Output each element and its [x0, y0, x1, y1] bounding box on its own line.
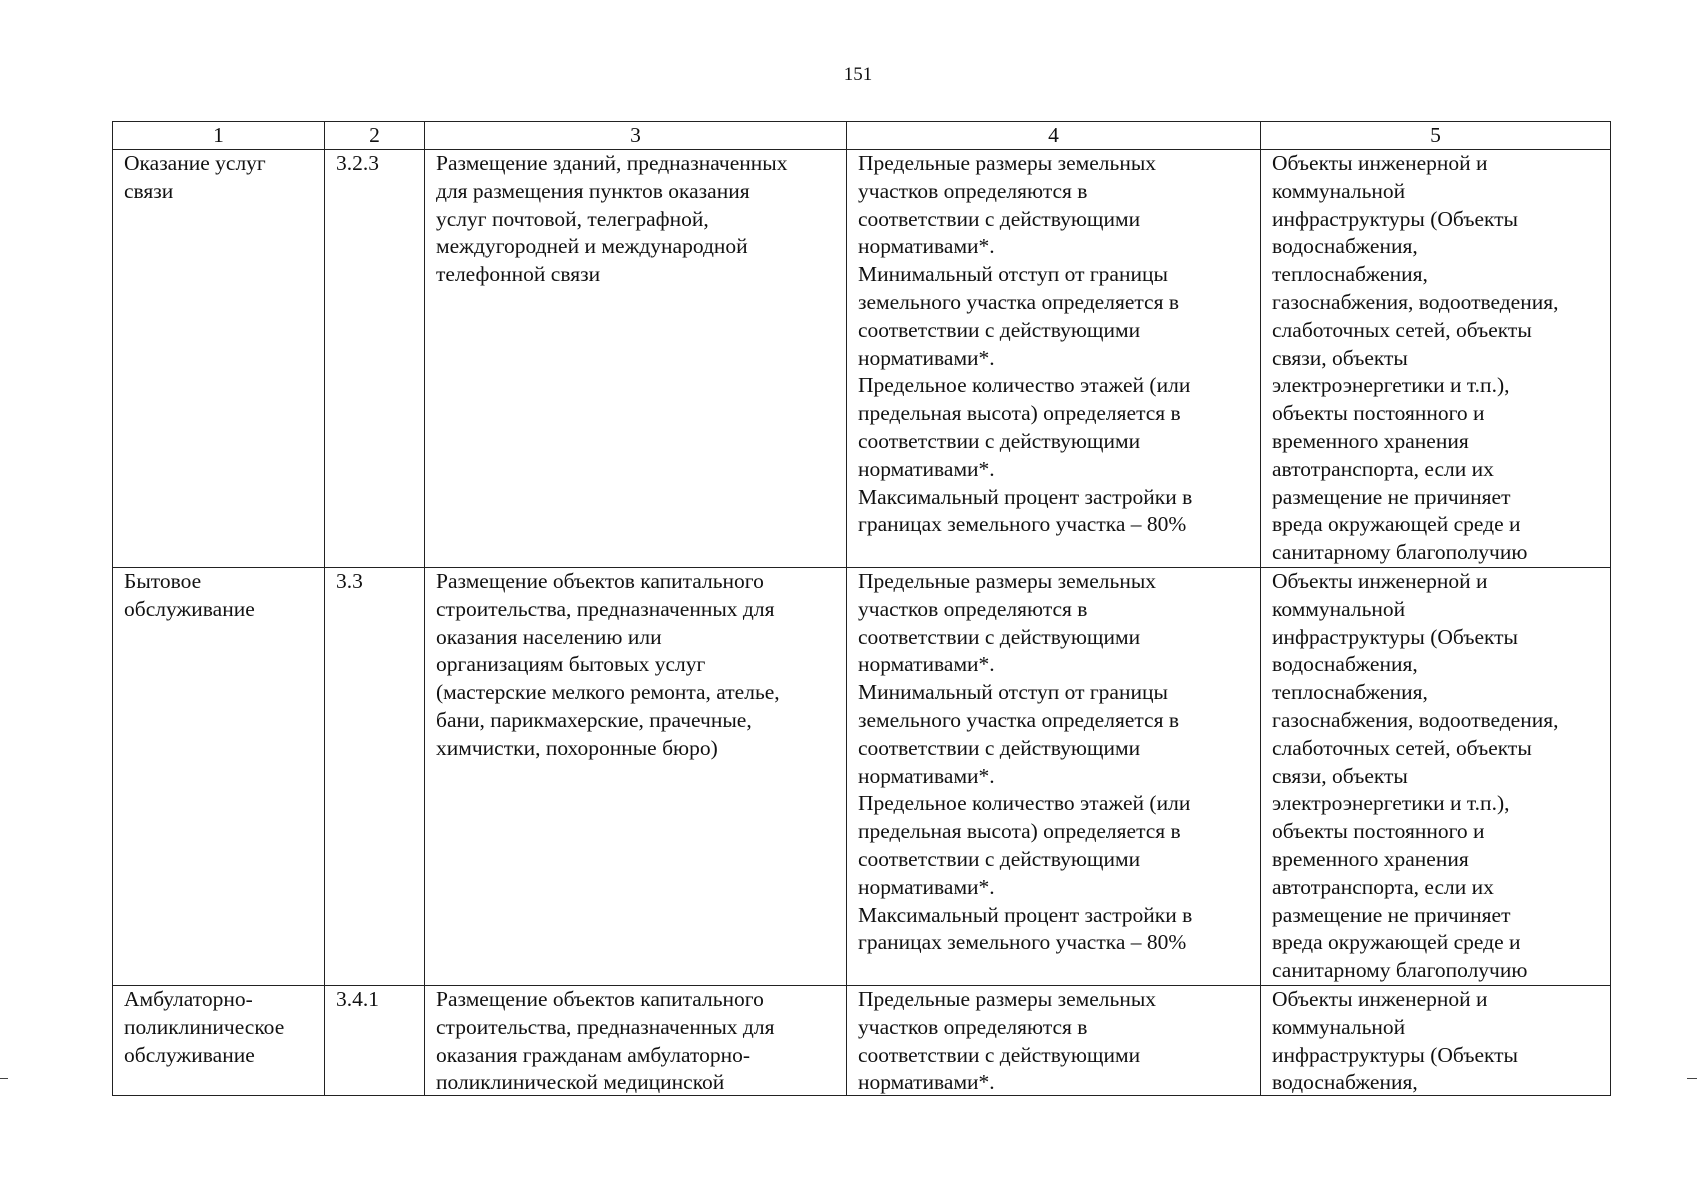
- use-type-ancillary: Объекты инженерной и коммунальной инфраструктуры (Объекты водоснабжения, теплоснабжения, газоснабжения, водоотведения, слаботочных сетей, объекты связи, объекты электроэнергетики и т.п.), объекты постоянного и временного хранения автотранспорта, если их размещение не причиняет вреда окружающей среде и санитарному благополучию: [1261, 568, 1611, 986]
- use-type-code: 3.2.3: [325, 150, 425, 568]
- use-type-name: [113, 985, 325, 1095]
- column-header-4: 4: [847, 122, 1261, 150]
- use-type-parameters: [847, 985, 1261, 1095]
- use-type-name: Бытовое обслуживание: [113, 568, 325, 986]
- column-header-1: 1: [113, 122, 325, 150]
- use-type-code: [325, 985, 425, 1095]
- use-type-description: [425, 985, 847, 1095]
- table-row: [113, 150, 1611, 568]
- crop-mark-left: [0, 1078, 8, 1079]
- table-row: [113, 568, 1611, 986]
- use-type-ancillary: [1261, 985, 1611, 1095]
- column-header-2: 2: [325, 122, 425, 150]
- column-header-5: 5: [1261, 122, 1611, 150]
- table-header-row: [113, 122, 1611, 150]
- column-header-3: 3: [425, 122, 847, 150]
- use-type-name: Оказание услуг связи: [113, 150, 325, 568]
- use-type-ancillary: Объекты инженерной и коммунальной инфраструктуры (Объекты водоснабжения, теплоснабжения, газоснабжения, водоотведения, слаботочных сетей, объекты связи, объекты электроэнергетики и т.п.), объекты постоянного и временного хранения автотранспорта, если их размещение не причиняет вреда окружающей среде и санитарному благополучию: [1261, 150, 1611, 568]
- crop-mark-right: [1687, 1078, 1697, 1079]
- use-type-ancillary-text: Объекты инженерной и коммунальной инфраструктуры (Объекты водоснабжения,: [1272, 986, 1519, 1094]
- use-type-name-text: Амбулаторно- поликлиническое обслуживание: [124, 986, 285, 1067]
- use-type-description: Размещение объектов капитального строительства, предназначенных для оказания населению или организациям бытовых услуг (мастерские мелкого ремонта, ателье, бани, парикмахерские, прачечные, химчистки, похоронные бюро): [425, 568, 847, 986]
- use-type-parameters: Предельные размеры земельных участков определяются в соответствии с действующими нормативами*. Минимальный отступ от границы земельного участка определяется в соответствии с действующими нормативами*. Предельное количество этажей (или предельная высота) определяется в соответствии с действующими нормативами*. Максимальный процент застройки в границах земельного участка – 80%: [847, 150, 1261, 568]
- regulations-table: [112, 121, 1611, 1096]
- use-type-description: Размещение зданий, предназначенных для размещения пунктов оказания услуг почтовой, телеграфной, междугородней и международной телефонной связи: [425, 150, 847, 568]
- table-row: [113, 985, 1611, 1095]
- use-type-parameters-text: Предельные размеры земельных участков определяются в соответствии с действующими нормативами*.: [858, 986, 1157, 1094]
- page-number: 151: [843, 64, 873, 85]
- use-type-code: 3.3: [325, 568, 425, 986]
- use-type-code-text: 3.4.1: [336, 986, 379, 1011]
- use-type-description-text: Размещение объектов капитального строительства, предназначенных для оказания гражданам амбулаторно- поликлинической медицинской: [436, 986, 775, 1094]
- use-type-parameters: Предельные размеры земельных участков определяются в соответствии с действующими нормативами*. Минимальный отступ от границы земельного участка определяется в соответствии с действующими нормативами*. Предельное количество этажей (или предельная высота) определяется в соответствии с действующими нормативами*. Максимальный процент застройки в границах земельного участка – 80%: [847, 568, 1261, 986]
